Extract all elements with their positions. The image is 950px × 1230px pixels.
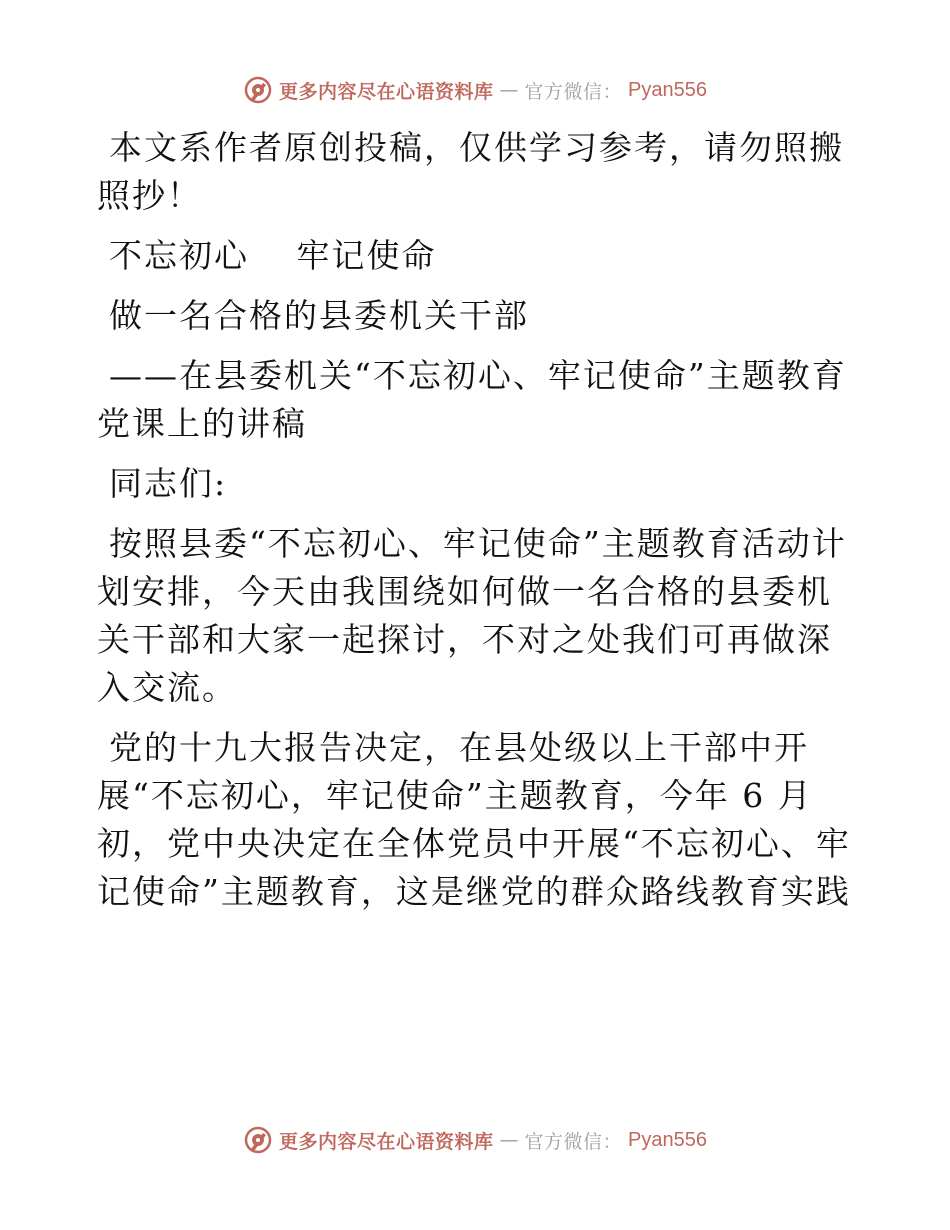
- header-wechat-label: 官方微信：: [524, 80, 623, 103]
- header-banner-text: 更多内容尽在心语资料库: [279, 80, 494, 103]
- pen-logo-icon: [243, 1125, 273, 1155]
- paragraph-salutation: 同志们:: [109, 464, 228, 503]
- footer-banner-separator: —: [499, 1129, 519, 1151]
- paragraph-title-line-2: 做一名合格的县委机关干部: [109, 296, 529, 335]
- paragraph-subtitle: ——在县委机关“不忘初心、牢记使命”主题教育党课上的讲稿: [97, 356, 847, 443]
- pen-logo-icon: [243, 75, 273, 105]
- footer-wechat-label: 官方微信：: [524, 1130, 623, 1153]
- header-banner-separator: —: [499, 79, 519, 101]
- footer-wechat-id: Pyan556: [628, 1128, 707, 1151]
- document-body: [97, 124, 857, 928]
- header-banner: [0, 70, 950, 110]
- paragraph-title-line-1: 不忘初心 牢记使命: [109, 236, 437, 275]
- paragraph-intro: 按照县委“不忘初心、牢记使命”主题教育活动计划安排，今天由我围绕如何做一名合格的县委机关干部和大家一起探讨，不对之处我们可再做深入交流。: [97, 524, 847, 707]
- paragraph-background: 党的十九大报告决定，在县处级以上干部中开展“不忘初心，牢记使命”主题教育，今年 6 月初，党中央决定在全体党员中开展“不忘初心、牢记使命”主题教育，这是继党的群众路线教育实践: [97, 728, 851, 911]
- header-wechat-id: Pyan556: [628, 78, 707, 101]
- footer-banner: [0, 1120, 950, 1160]
- footer-banner-text: 更多内容尽在心语资料库: [279, 1130, 494, 1153]
- paragraph-disclaimer: 本文系作者原创投稿，仅供学习参考，请勿照搬照抄！: [97, 128, 844, 215]
